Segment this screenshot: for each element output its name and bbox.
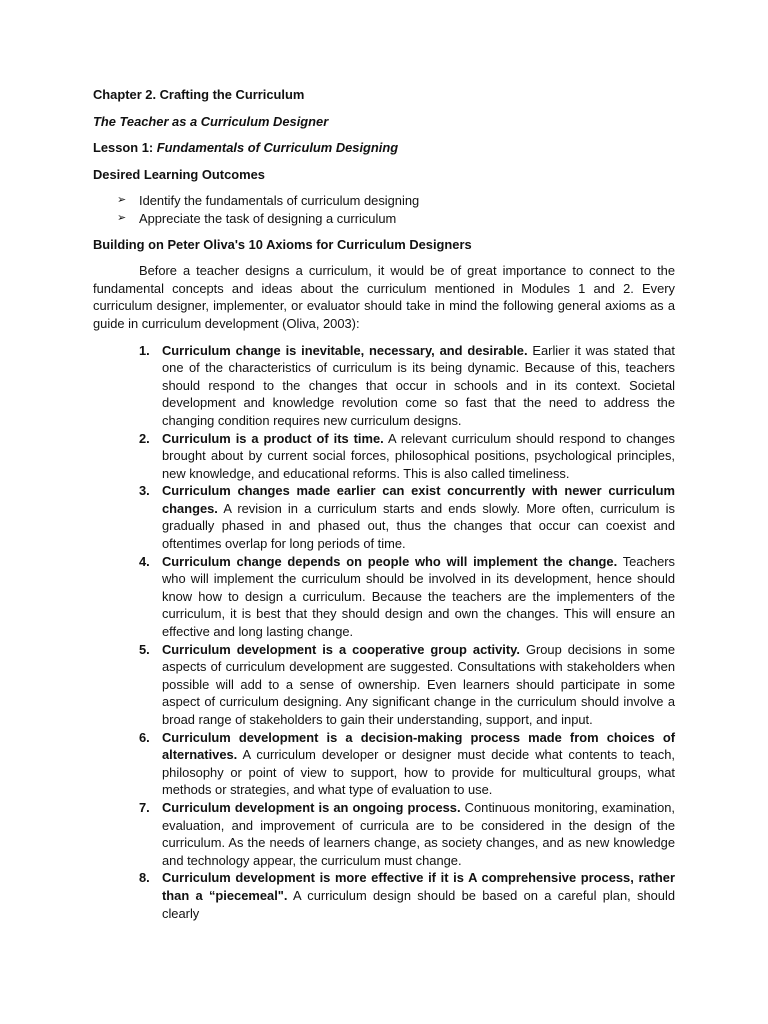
axiom-explanation: A relevant curriculum should respond to changes brought about by current social forces, philosophical positions, psychological principles, new knowledge, and educational reforms. This is also called timeliness.: [162, 430, 675, 481]
axiom-statement: Curriculum changes made earlier can exist concurrently with newer curriculum changes.: [162, 483, 675, 516]
axiom-number: 8.: [139, 870, 150, 886]
lesson-label: Lesson 1:: [93, 140, 157, 156]
lesson-name: Fundamentals of Curriculum Designing: [156, 140, 399, 156]
axiom-statement: Curriculum is a product of its time.: [162, 430, 384, 446]
intro-paragraph: Before a teacher designs a curriculum, it would be of great importance to connect to the fundamental concepts and ideas about the curriculum mentioned in Modules 1 and 2. Every curriculum designer, implementer, or evaluator should take in mind the following general axioms as a guide in curriculum development (Oliva, 2003):: [93, 263, 675, 331]
axiom-item: [139, 342, 675, 430]
axiom-explanation: Earlier it was stated that one of the characteristics of curriculum is its being dynamic. Because of this, teachers should respond to the changes that occur in schools and in its context. Societal development and knowledge revolution come so fast that the need to address the changing condition requires new curriculum designs.: [162, 342, 675, 428]
outcome-text: Identify the fundamentals of curriculum designing: [139, 193, 420, 209]
chapter-subtitle: The Teacher as a Curriculum Designer: [93, 113, 329, 129]
outcomes-list: [93, 192, 675, 227]
outcomes-heading: Desired Learning Outcomes: [93, 166, 265, 182]
arrow-bullet-icon: ➢: [117, 194, 127, 207]
outcome-text: Appreciate the task of designing a curriculum: [139, 210, 397, 226]
axiom-explanation: Group decisions in some aspects of curriculum development are suggested. Consultations with stakeholders when possible will add to a sense of ownership. Even learners should participate in some aspect of curriculum designing. Any significant change in the curriculum should involve a broad range of stakeholders to gain their understanding, support, and input.: [162, 641, 675, 727]
axiom-statement: Curriculum development is a decision-making process made from choices of alternatives.: [162, 729, 675, 763]
axiom-statement: Curriculum development is a cooperative group activity.: [162, 641, 520, 657]
axiom-item: [139, 799, 675, 869]
document-body: [93, 86, 675, 922]
axiom-explanation: A curriculum design should be based on a careful plan, should clearly: [162, 887, 675, 921]
axiom-number: 6.: [139, 729, 150, 745]
axioms-list: [93, 342, 675, 923]
axiom-statement: Curriculum change is inevitable, necessary, and desirable.: [162, 342, 528, 358]
axiom-statement: Curriculum development is an ongoing process.: [162, 799, 461, 815]
axiom-number: 4.: [139, 553, 150, 569]
axiom-statement: Curriculum change depends on people who will implement the change.: [162, 553, 618, 569]
lesson-title: [93, 139, 675, 157]
axiom-explanation: A curriculum developer or designer must decide what contents to teach, philosophy or point of view to support, how to provide for multicultural groups, what methods or strategies, and what type of evaluation to use.: [162, 747, 675, 798]
axiom-number: 3.: [139, 483, 150, 499]
outcome-item: [117, 210, 675, 228]
axiom-number: 1.: [139, 342, 150, 358]
axiom-item: [139, 869, 675, 922]
axiom-explanation: Teachers who will implement the curriculum should be involved in its development, hence should know how to design a curriculum. Because the teachers are the implementers of the curriculum, it is best that they should design and own the changes. This will ensure an effective and long lasting change.: [162, 553, 675, 640]
axiom-number: 2.: [139, 430, 150, 446]
axiom-item: [139, 430, 675, 483]
axiom-item: [139, 729, 675, 799]
axiom-statement: Curriculum development is more effective if it is A comprehensive process, rather than a “piecemeal".: [162, 870, 675, 903]
axiom-explanation: A revision in a curriculum starts and ends slowly. More often, curriculum is gradually phased in and phased out, thus the changes that occur can coexist and oftentimes overlap for long periods of time.: [162, 500, 675, 552]
axiom-item: [139, 553, 675, 641]
axioms-heading: Building on Peter Oliva's 10 Axioms for Curriculum Designers: [93, 236, 472, 252]
axiom-item: [139, 641, 675, 729]
axiom-number: 7.: [139, 799, 150, 815]
axiom-item: [139, 482, 675, 552]
axiom-explanation: Continuous monitoring, examination, evaluation, and improvement of curricula are to be considered in the design of the curriculum. As the needs of learners change, as society changes, and as new knowledge and technology appear, the curriculum must change.: [162, 799, 675, 868]
outcome-item: [117, 192, 675, 210]
axiom-number: 5.: [139, 641, 150, 657]
chapter-title: Chapter 2. Crafting the Curriculum: [93, 87, 305, 102]
arrow-bullet-icon: ➢: [117, 211, 127, 224]
